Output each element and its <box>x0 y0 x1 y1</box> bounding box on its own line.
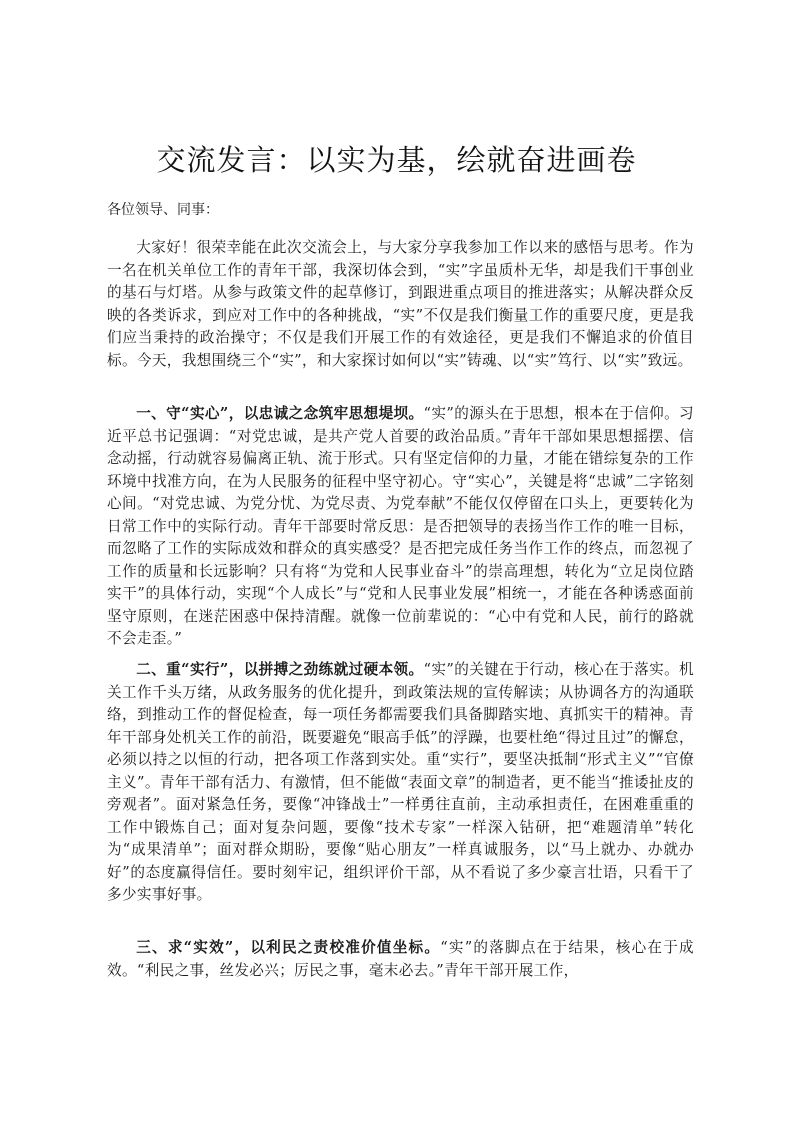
paragraph-intro <box>107 237 694 372</box>
paragraph-section-2 <box>107 659 694 907</box>
section-2-heading: 二、重“实行”，以拼搏之劲练就过硬本领。 <box>136 661 424 678</box>
section-3-text: “实”的落脚点在于结果，核心在于成效。“利民之事，丝发必兴；厉民之事，毫末必去。”青年干部开展工作， <box>107 939 695 979</box>
section-1-text: “实”的源头在于思想，根本在于信仰。习近平总书记强调：“对党忠诚，是共产党人首要的政治品质。”青年干部如果思想摇摆、信念动摇，行动就容易偏离正轨、流于形式。只有坚定信仰的力量，才能在错综复杂的工作环境中找准方向，在为人民服务的征程中坚守初心。守“实心”，关键是将“忠诚”二字铭刻心间。“对党忠诚、为党分忧、为党尽责、为党奉献”不能仅仅停留在口头上，更要转化为日常工作中的实际行动。青年干部要时常反思：是否把领导的表扬当作工作的唯一目标，而忽略了工作的实际成效和群众的真实感受？是否把完成任务当作工作的终点，而忽视了工作的质量和长远影响？只有将“为党和人民事业奋斗”的崇高理想，转化为“立足岗位踏实干”的具体行动，实现“个人成长”与“党和人民事业发展”相统一，才能在各种诱惑面前坚守原则，在迷茫困惑中保持清醒。就像一位前辈说的：“心中有党和人民，前行的路就不会走歪。” <box>107 405 694 647</box>
paragraph-intro-text: 大家好！很荣幸能在此次交流会上，与大家分享我参加工作以来的感悟与思考。作为一名在机关单位工作的青年干部，我深切体会到，“实”字虽质朴无华，却是我们干事创业的基石与灯塔。从参与政策文件的起草修订，到跟进重点项目的推进落实；从解决群众反映的各类诉求，到应对工作中的各种挑战，“实”不仅是我们衡量工作的重要尺度，更是我们应当秉持的政治操守；不仅是我们开展工作的有效途径，更是我们不懈追求的价值目标。今天，我想围绕三个“实”，和大家探讨如何以“实”铸魂、以“实”笃行、以“实”致远。 <box>107 239 694 369</box>
greeting: 各位领导、同事： <box>107 202 219 218</box>
section-3-heading: 三、求“实效”，以利民之责校准价值坐标。 <box>136 939 441 956</box>
section-2-text: “实”的关键在于行动，核心在于落实。机关工作千头万绪，从政务服务的优化提升，到政策法规的宣传解读；从协调各方的沟通联络，到推动工作的督促检查，每一项任务都需要我们具备脚踏实地、真抓实干的精神。青年干部身处机关工作的前沿，既要避免“眼高手低”的浮躁，也要杜绝“得过且过”的懈怠，必须以持之以恒的行动，把各项工作落到实处。重“实行”，要坚决抵制“形式主义”“官僚主义”。青年干部有活力、有激情，但不能做“表面文章”的制造者，更不能当“推诿扯皮的旁观者”。面对紧急任务，要像“冲锋战士”一样勇往直前，主动承担责任，在困难重重的工作中锻炼自己；面对复杂问题，要像“技术专家”一样深入钻研，把“难题清单”转化为“成果清单”；面对群众期盼，要像“贴心朋友”一样真诚服务，以“马上就办、办就办好”的态度赢得信任。要时刻牢记，组织评价干部，从不看说了多少豪言壮语，只看干了多少实事好事。 <box>107 661 694 903</box>
paragraph-section-3 <box>107 937 694 982</box>
paragraph-section-1 <box>107 403 694 651</box>
section-1-heading: 一、守“实心”，以忠诚之念筑牢思想堤坝。 <box>136 405 424 422</box>
document-title: 交流发言：以实为基，绘就奋进画卷 <box>156 143 637 177</box>
